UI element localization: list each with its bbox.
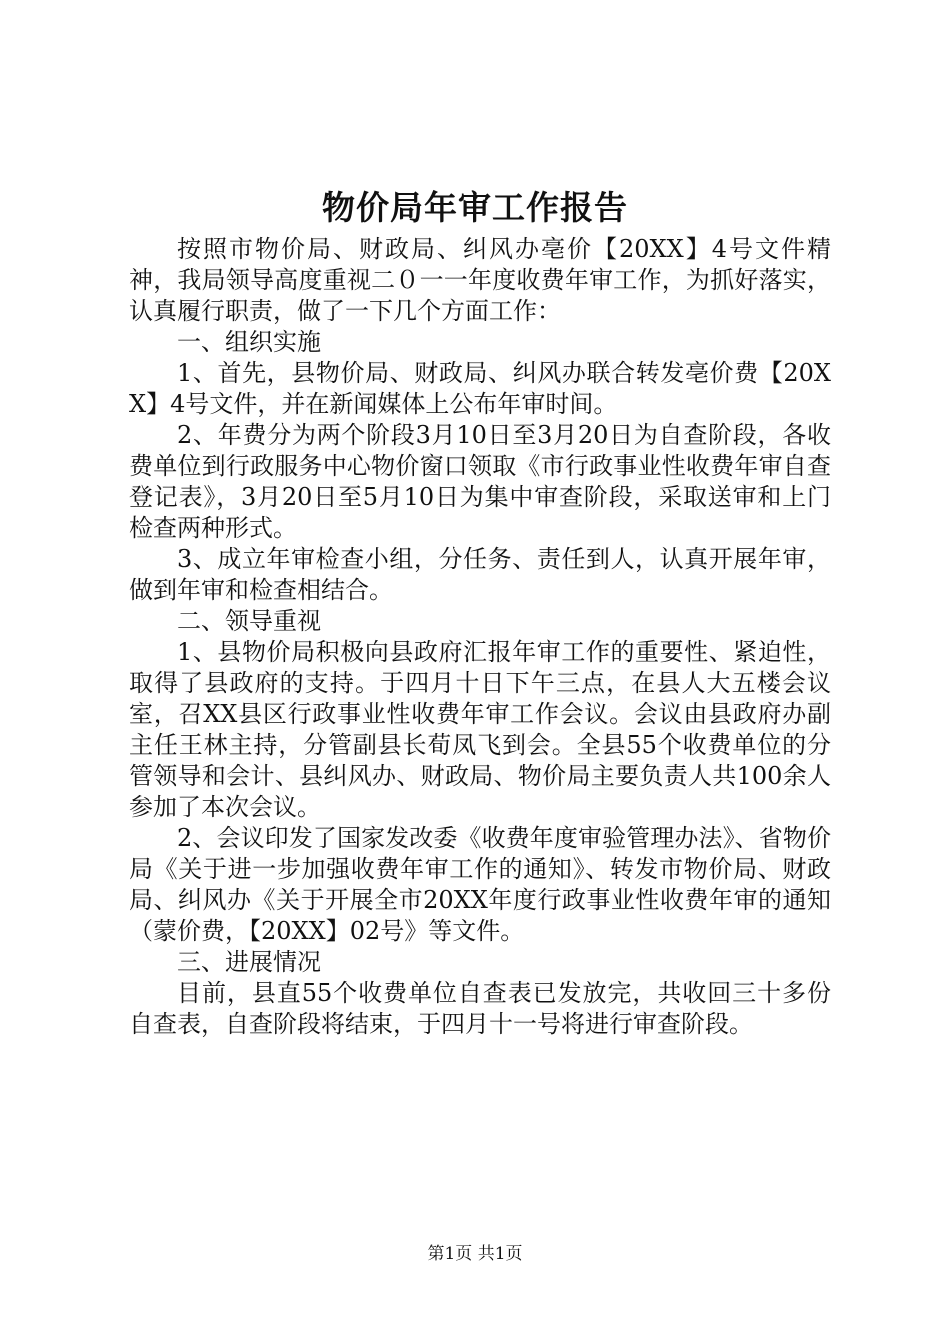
section-heading-1: 一、组织实施 bbox=[177, 328, 321, 356]
paragraph-1-3: 3、成立年审检查小组，分任务、责任到人，认真开展年审，做到年审和检查相结合。 bbox=[129, 545, 831, 604]
intro-paragraph: 按照市物价局、财政局、纠风办亳价【20XX】4号文件精神，我局领导高度重视二０一一年度收费年审工作，为抓好落实，认真履行职责，做了一下几个方面工作： bbox=[129, 235, 831, 325]
page-number: 第1页 共1页 bbox=[427, 1244, 523, 1264]
paragraph-2-2: 2、会议印发了国家发改委《收费年度审验管理办法》、省物价局《关于进一步加强收费年审工作的通知》、转发市物价局、财政局、纠风办《关于开展全市20XX年度行政事业性收费年审的通知（蒙价费，【20XX】02号》等文件。 bbox=[129, 824, 831, 945]
section-heading-3: 三、进展情况 bbox=[177, 948, 321, 976]
paragraph-1-1: 1、首先，县物价局、财政局、纠风办联合转发亳价费【20XX】4号文件，并在新闻媒体上公布年审时间。 bbox=[129, 359, 831, 418]
section-heading-2: 二、领导重视 bbox=[177, 607, 321, 635]
paragraph-2-1: 1、县物价局积极向县政府汇报年审工作的重要性、紧迫性，取得了县政府的支持。于四月十日下午三点，在县人大五楼会议室，召XX县区行政事业性收费年审工作会议。会议由县政府办副主任王林主持，分管副县长荀凤飞到会。全县55个收费单位的分管领导和会计、县纠风办、财政局、物价局主要负责人共100余人参加了本次会议。 bbox=[129, 638, 831, 821]
document-body bbox=[129, 234, 831, 1040]
document-title: 物价局年审工作报告 bbox=[322, 188, 628, 227]
paragraph-1-2: 2、年费分为两个阶段3月10日至3月20日为自查阶段，各收费单位到行政服务中心物价窗口领取《市行政事业性收费年审自查登记表》，3月20日至5月10日为集中审查阶段，采取送审和上门检查两种形式。 bbox=[129, 421, 831, 542]
paragraph-3-1: 目前，县直55个收费单位自查表已发放完，共收回三十多份自查表，自查阶段将结束，于四月十一号将进行审查阶段。 bbox=[129, 979, 831, 1038]
